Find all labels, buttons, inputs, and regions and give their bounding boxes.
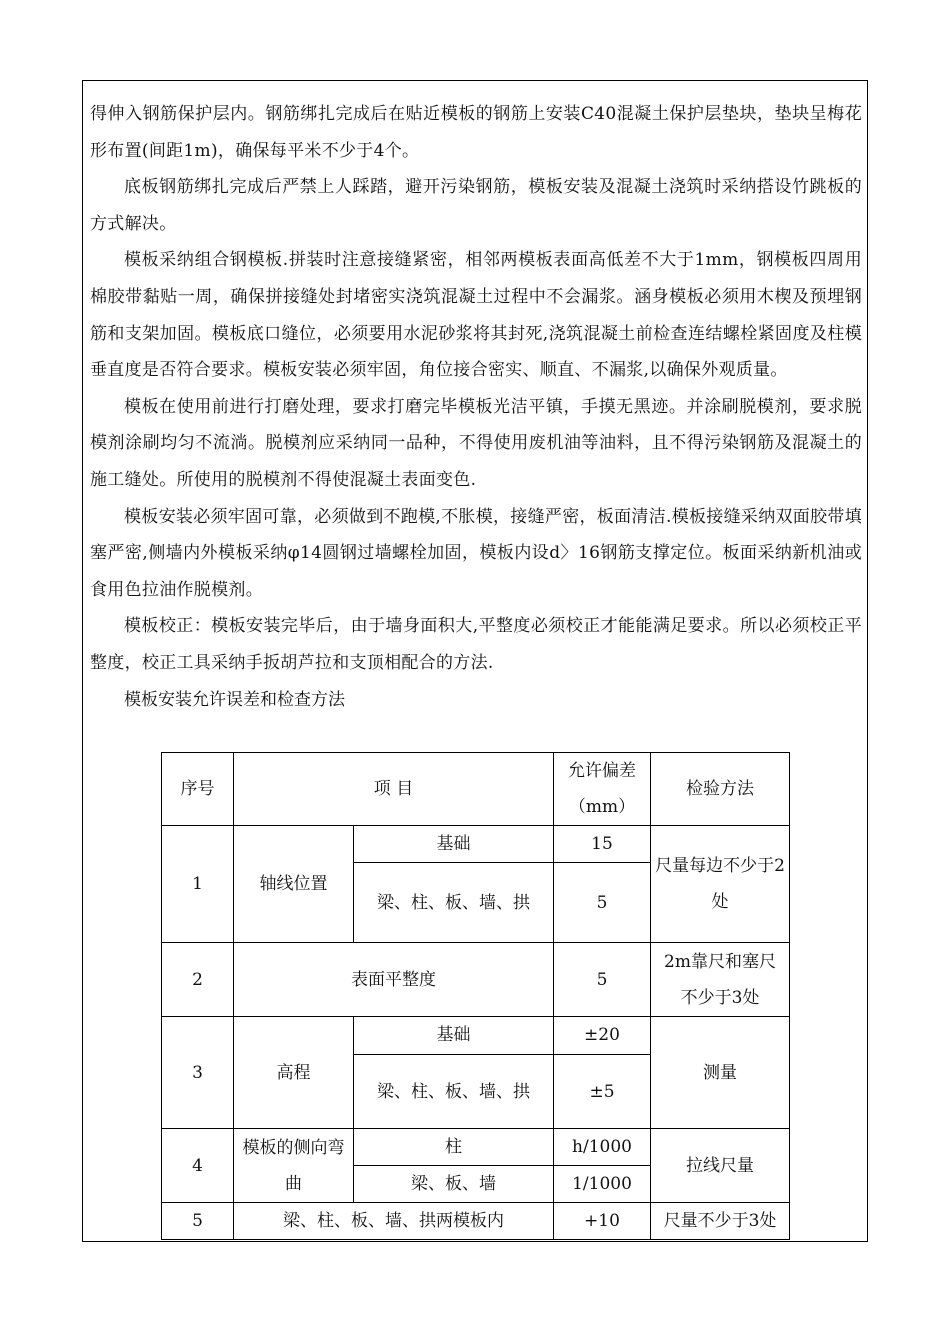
table-row [162, 1017, 790, 1055]
table-row [162, 1129, 790, 1166]
header-tolerance: 允许偏差（mm） [554, 753, 651, 826]
table-row [162, 943, 790, 1017]
cell-tolerance: 1/1000 [554, 1166, 651, 1203]
header-no: 序号 [162, 753, 234, 826]
body-text [90, 96, 862, 718]
table-caption: 模板安装允许误差和检查方法 [124, 689, 345, 710]
cell-no: 2 [162, 943, 234, 1017]
header-item: 项 目 [234, 753, 554, 826]
cell-tolerance: 5 [554, 863, 651, 943]
cell-item: 梁、柱、板、墙、拱两模板内 [234, 1203, 554, 1240]
cell-subitem: 梁、柱、板、墙、拱 [354, 863, 554, 943]
cell-item: 轴线位置 [234, 826, 354, 943]
cell-method: 尺量不少于3处 [651, 1203, 790, 1240]
cell-no: 4 [162, 1129, 234, 1203]
paragraph-4: 模板在使用前进行打磨处理，要求打磨完毕模板光洁平镇，手摸无黑迹。并涂刷脱模剂，要求脱模剂涂刷均匀不流淌。脱模剂应采纳同一品种，不得使用废机油等油料，且不得污染钢筋及混凝土的施工缝处。所使用的脱模剂不得使混凝土表面变色. [90, 396, 862, 490]
paragraph-2: 底板钢筋绑扎完成后严禁上人踩踏，避开污染钢筋，模板安装及混凝土浇筑时采纳搭设竹跳板的方式解决。 [90, 177, 862, 234]
cell-item: 模板的侧向弯曲 [234, 1129, 354, 1203]
cell-no: 1 [162, 826, 234, 943]
cell-subitem: 柱 [354, 1129, 554, 1166]
paragraph-6: 模板校正：模板安装完毕后，由于墙身面积大,平整度必须校正才能能满足要求。所以必须校正平整度，校正工具采纳手扳胡芦拉和支顶相配合的方法. [90, 616, 862, 673]
tolerance-table [161, 752, 790, 1240]
cell-tolerance: 15 [554, 826, 651, 863]
cell-method: 拉线尺量 [651, 1129, 790, 1203]
cell-subitem: 基础 [354, 1017, 554, 1055]
paragraph-5: 模板安装必须牢固可靠，必须做到不跑模,不胀模，接缝严密，板面清洁.模板接缝采纳双面胶带填塞严密,侧墙内外模板采纳φ14圆钢过墙螺栓加固，模板内设d〉16钢筋支撑定位。板面采纳新机油或食用色拉油作脱模剂。 [90, 506, 863, 600]
cell-no: 5 [162, 1203, 234, 1240]
cell-tolerance: h/1000 [554, 1129, 651, 1166]
table-header-row [162, 753, 790, 826]
cell-tolerance: +10 [554, 1203, 651, 1240]
cell-method: 尺量每边不少于2处 [651, 826, 790, 943]
cell-item: 高程 [234, 1017, 354, 1129]
cell-item: 表面平整度 [234, 943, 554, 1017]
table-row [162, 826, 790, 863]
cell-tolerance: ±20 [554, 1017, 651, 1055]
paragraph-1: 得伸入钢筋保护层内。钢筋绑扎完成后在贴近模板的钢筋上安装C40混凝土保护层垫块，垫块呈梅花形布置(间距1m)，确保每平米不少于4个。 [90, 104, 862, 161]
cell-subitem: 梁、板、墙 [354, 1166, 554, 1203]
cell-method: 2m靠尺和塞尺不少于3处 [651, 943, 790, 1017]
cell-tolerance: ±5 [554, 1055, 651, 1129]
cell-tolerance: 5 [554, 943, 651, 1017]
table-row [162, 1203, 790, 1240]
cell-no: 3 [162, 1017, 234, 1129]
header-method: 检验方法 [651, 753, 790, 826]
cell-method: 测量 [651, 1017, 790, 1129]
cell-subitem: 梁、柱、板、墙、拱 [354, 1055, 554, 1129]
paragraph-3: 模板采纳组合钢模板.拼装时注意接缝紧密，相邻两模板表面高低差不大于1mm，钢模板四周用棉胶带黏贴一周，确保拼接缝处封堵密实浇筑混凝土过程中不会漏浆。涵身模板必须用木楔及预埋钢筋和支架加固。模板底口缝位，必须要用水泥砂浆将其封死,浇筑混凝土前检查连结螺栓紧固度及柱模垂直度是否符合要求。模板安装必须牢固，角位接合密实、顺直、不漏浆,以确保外观质量。 [90, 250, 862, 381]
cell-subitem: 基础 [354, 826, 554, 863]
